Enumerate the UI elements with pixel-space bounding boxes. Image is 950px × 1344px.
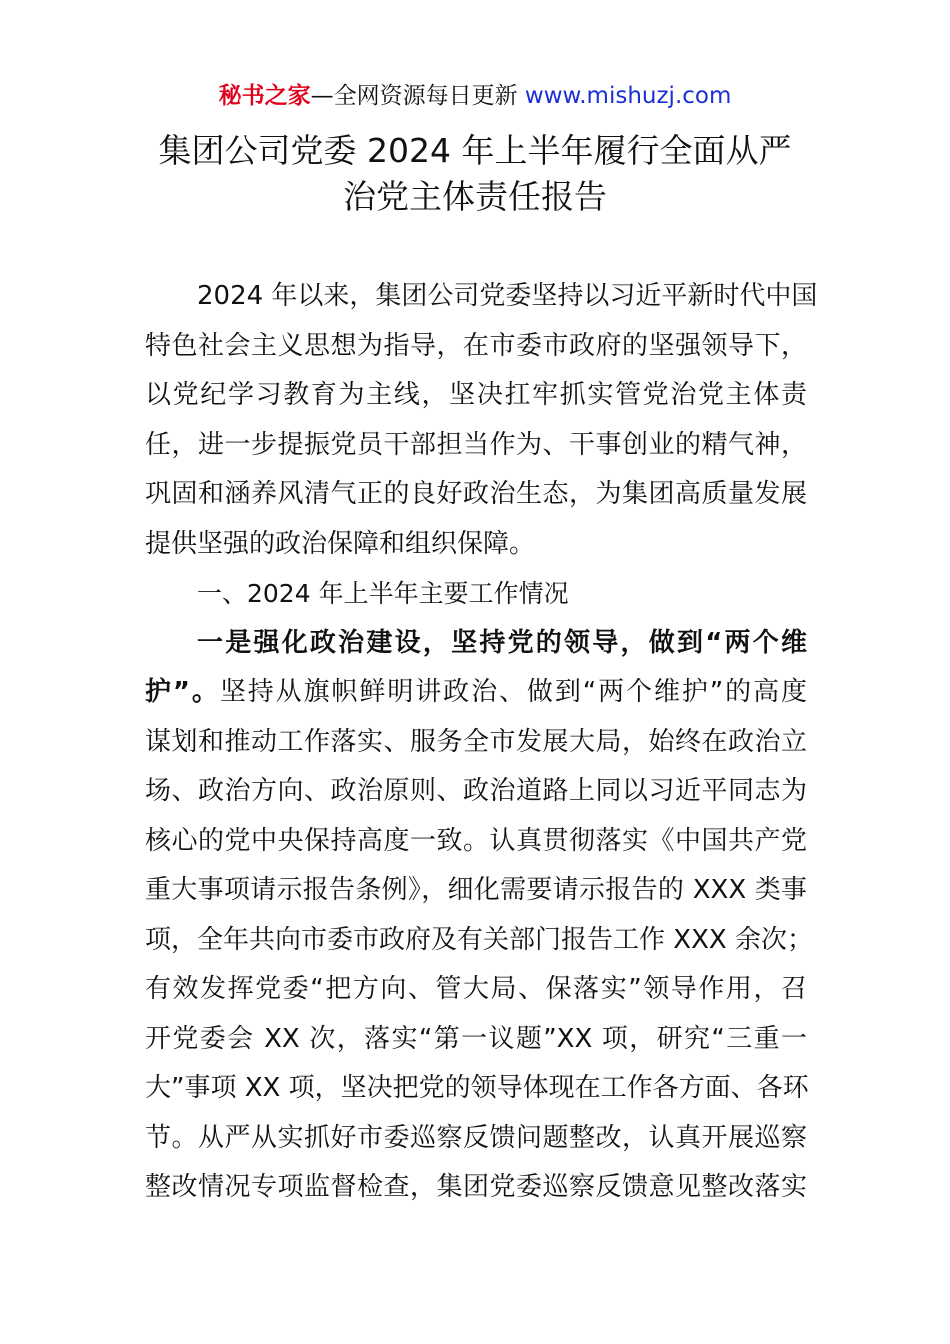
point-1-line-2-rest: 坚持从旗帜鲜明讲政治、做到“两个维护”的高度 xyxy=(219,677,807,707)
point-1-line-5: 核心的党中央保持高度一致。认真贯彻落实《中国共产党 xyxy=(145,825,807,856)
intro-line-4: 任，进一步提振党员干部担当作为、干事创业的精气神， xyxy=(145,429,807,460)
site-header xyxy=(0,80,950,112)
site-url-link[interactable]: www.mishuzj.com xyxy=(524,83,732,109)
point-1-line-12: 整改情况专项监督检查，集团党委巡察反馈意见整改落实 xyxy=(145,1172,807,1202)
site-tagline: —全网资源每日更新 xyxy=(310,83,518,109)
intro-line-6: 提供坚强的政治保障和组织保障。 xyxy=(145,528,536,559)
point-1-line-2 xyxy=(145,668,807,718)
title-line-1: 集团公司党委 2024 年上半年履行全面从严 xyxy=(158,131,792,170)
site-brand: 秘书之家 xyxy=(218,83,311,109)
point-1-line-8: 有效发挥党委“把方向、管大局、保落实”领导作用，召 xyxy=(145,974,807,1004)
document-title xyxy=(100,128,850,220)
section-heading: 一、2024 年上半年主要工作情况 xyxy=(197,579,569,608)
point-1-line-11: 节。从严从实抓好市委巡察反馈问题整改，认真开展巡察 xyxy=(145,1122,807,1153)
point-1-line-6: 重大事项请示报告条例》，细化需要请示报告的 XXX 类事 xyxy=(145,875,807,905)
point-1-bold-end: 护”。 xyxy=(145,677,220,707)
intro-line-1: 2024 年以来，集团公司党委坚持以习近平新时代中国 xyxy=(197,281,818,311)
point-1-line-7: 项，全年共向市委市政府及有关部门报告工作 XXX 余次； xyxy=(145,924,813,955)
point-1-line-9: 开党委会 XX 次，落实“第一议题”XX 项，研究“三重一 xyxy=(145,1023,807,1054)
point-1-bold-line: 一是强化政治建设，坚持党的领导，做到“两个维 xyxy=(197,627,807,658)
point-1-line-4: 场、政治方向、政治原则、政治道路上同以习近平同志为 xyxy=(145,776,807,806)
point-1-line-10: 大”事项 XX 项，坚决把党的领导体现在工作各方面、各环 xyxy=(145,1073,809,1103)
point-1-line-3: 谋划和推动工作落实、服务全市发展大局，始终在政治立 xyxy=(145,726,807,757)
intro-line-3: 以党纪学习教育为主线，坚决扛牢抓实管党治党主体责 xyxy=(145,380,807,410)
intro-line-5: 巩固和涵养风清气正的良好政治生态，为集团高质量发展 xyxy=(145,479,807,509)
document-body xyxy=(145,272,818,1213)
intro-line-2: 特色社会主义思想为指导，在市委市政府的坚强领导下， xyxy=(145,330,807,361)
title-line-2: 治党主体责任报告 xyxy=(343,177,607,216)
